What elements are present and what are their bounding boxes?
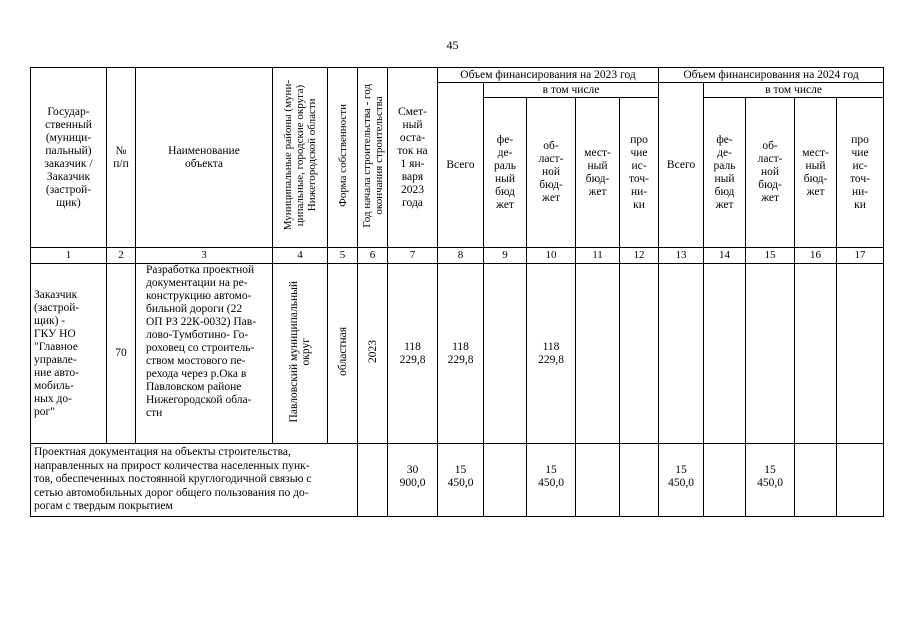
column-number: 7 <box>388 248 438 264</box>
row-local-2024 <box>795 264 837 444</box>
column-number: 13 <box>659 248 704 264</box>
summary-local-2023 <box>576 444 620 517</box>
header-other-2024: про чие ис- точ- ни- ки <box>837 98 884 248</box>
row-no: 70 <box>107 264 136 444</box>
summary-other-2024 <box>837 444 884 517</box>
summary-federal-2023 <box>484 444 527 517</box>
row-object: Разработка проектной документации на ре- конструкцию автомо- бильной дороги (22 ОП РЗ 22К-0032) Пав- лово-Тумботино- Го- роховец со строитель- ством мостового пе- рехода через р.Ока в Павловском районе Нижегородской обла- сти <box>136 264 273 444</box>
column-number: 6 <box>358 248 388 264</box>
header-object-name: Наименование объекта <box>136 68 273 248</box>
column-number: 8 <box>438 248 484 264</box>
row-regional-2023: 118 229,8 <box>527 264 576 444</box>
summary-year <box>358 444 388 517</box>
header-local-2024: мест- ный бюд- жет <box>795 98 837 248</box>
column-number: 14 <box>704 248 746 264</box>
row-federal-2024 <box>704 264 746 444</box>
row-district: Павловский муниципальный округ <box>288 280 312 423</box>
summary-local-2024 <box>795 444 837 517</box>
header-total-2024: Всего <box>659 83 704 248</box>
column-number-row <box>31 248 884 264</box>
column-number: 10 <box>527 248 576 264</box>
page-number: 45 <box>446 38 459 52</box>
row-customer: Заказчик (застрой- щик) - ГКУ НО "Главное управле- ние авто- мобиль- ных до- рог" <box>31 264 107 444</box>
summary-total-2023: 15 450,0 <box>438 444 484 517</box>
header-fin-2023: Объем финансирования на 2023 год <box>438 68 659 83</box>
row-ownership: областная <box>336 327 349 376</box>
row-estimate: 118 229,8 <box>388 264 438 444</box>
summary-total-2024: 15 450,0 <box>659 444 704 517</box>
header-no: № п/п <box>107 68 136 248</box>
row-other-2023 <box>620 264 659 444</box>
row-district-cell <box>273 264 328 444</box>
summary-regional-2024: 15 450,0 <box>746 444 795 517</box>
column-number: 3 <box>136 248 273 264</box>
header-including-2023: в том числе <box>484 83 659 98</box>
header-ownership-cell <box>328 68 358 248</box>
header-ownership: Форма собственности <box>336 104 349 207</box>
row-total-2024 <box>659 264 704 444</box>
summary-federal-2024 <box>704 444 746 517</box>
column-number: 9 <box>484 248 527 264</box>
header-federal-2023: фе- де- раль ный бюд жет <box>484 98 527 248</box>
header-customer: Государ- ственный (муници- пальный) заказчик / Заказчик (застрой- щик) <box>31 68 107 248</box>
header-districts: Муниципальные районы (муни- ципальные, городские округа) Нижегородской области <box>282 80 318 231</box>
column-number: 1 <box>31 248 107 264</box>
header-including-2024: в том числе <box>704 83 884 98</box>
column-number: 4 <box>273 248 328 264</box>
summary-estimate: 30 900,0 <box>388 444 438 517</box>
financing-table <box>30 67 884 517</box>
header-local-2023: мест- ный бюд- жет <box>576 98 620 248</box>
column-number: 15 <box>746 248 795 264</box>
header-regional-2024: об- ласт- ной бюд- жет <box>746 98 795 248</box>
header-federal-2024: фе- де- раль ный бюд жет <box>704 98 746 248</box>
row-ownership-cell <box>328 264 358 444</box>
column-number: 12 <box>620 248 659 264</box>
table-row <box>31 264 884 444</box>
summary-row <box>31 444 884 517</box>
header-estimate: Смет- ный оста- ток на 1 ян- варя 2023 года <box>388 68 438 248</box>
summary-other-2023 <box>620 444 659 517</box>
row-total-2023: 118 229,8 <box>438 264 484 444</box>
column-number: 16 <box>795 248 837 264</box>
summary-text: Проектная документация на объекты строительства, направленных на прирост количества населенных пунк- тов, обеспеченных постоянной круглогодичной связью с сетью автомобильных дорог общего пользования по до- рогам с твердым покрытием <box>31 444 358 517</box>
header-regional-2023: об- ласт- ной бюд- жет <box>527 98 576 248</box>
row-regional-2024 <box>746 264 795 444</box>
row-local-2023 <box>576 264 620 444</box>
column-number: 17 <box>837 248 884 264</box>
header-fin-2024: Объем финансирования на 2024 год <box>659 68 884 83</box>
row-year-cell <box>358 264 388 444</box>
header-other-2023: про чие ис- точ- ни- ки <box>620 98 659 248</box>
column-number: 11 <box>576 248 620 264</box>
row-federal-2023 <box>484 264 527 444</box>
header-years-cell <box>358 68 388 248</box>
row-year: 2023 <box>366 340 379 363</box>
row-other-2024 <box>837 264 884 444</box>
header-districts-cell <box>273 68 328 248</box>
column-number: 5 <box>328 248 358 264</box>
column-number: 2 <box>107 248 136 264</box>
summary-regional-2023: 15 450,0 <box>527 444 576 517</box>
header-total-2023: Всего <box>438 83 484 248</box>
header-years: Год начала строительства - год окончания строительства <box>360 83 385 228</box>
